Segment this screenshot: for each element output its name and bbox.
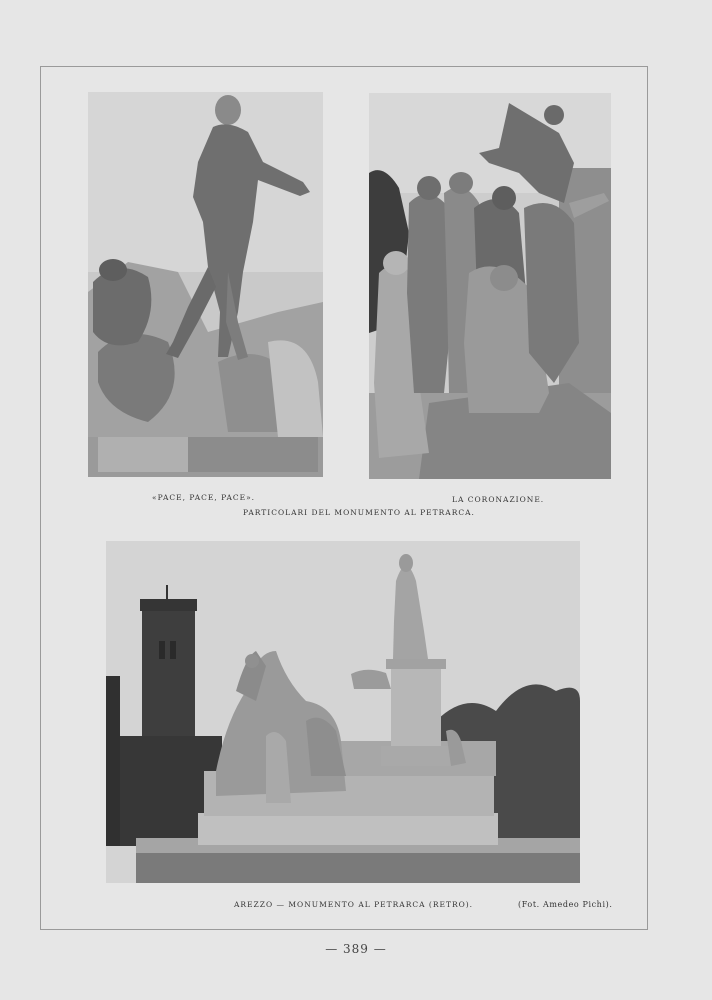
photo-pace-pace-pace: [88, 92, 323, 477]
caption-arezzo-monumento: AREZZO — MONUMENTO AL PETRARCA (RETRO).: [234, 900, 474, 909]
caption-la-coronazione: LA CORONAZIONE.: [452, 495, 545, 504]
caption-pace-pace-pace: «PACE, PACE, PACE».: [152, 493, 256, 502]
caption-particolari: PARTICOLARI DEL MONUMENTO AL PETRARCA.: [243, 508, 475, 517]
page-number: — 389 —: [325, 942, 387, 956]
caption-photo-credit: (Fot. Amedeo Pichi).: [518, 900, 613, 909]
photo-monumento-petrarca: [106, 541, 580, 883]
photo-la-coronazione: [369, 93, 611, 479]
